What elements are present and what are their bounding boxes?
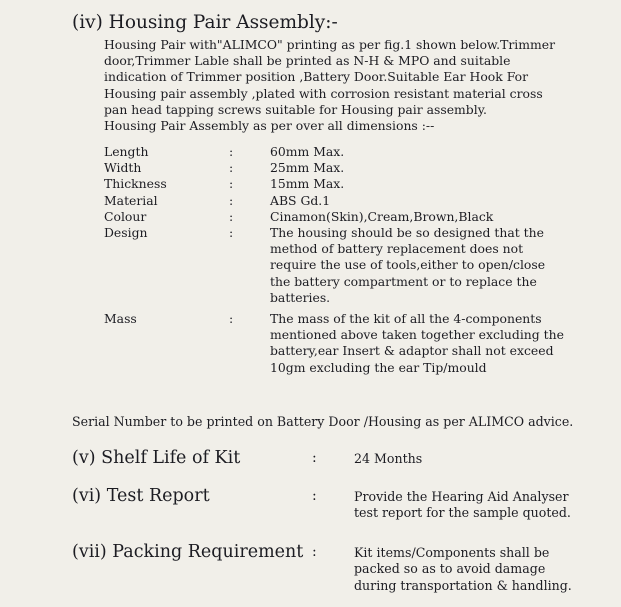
spec-value	[270, 311, 604, 376]
spec-value	[270, 225, 604, 306]
spec-value-line: the battery compartment or to replace the	[270, 273, 537, 289]
spec-colon: :	[229, 192, 234, 208]
spec-colon: :	[229, 176, 234, 192]
spec-value-line: require the use of tools,either to open/close	[270, 257, 546, 273]
spec-label: Length	[104, 144, 149, 159]
item-title: (vi) Test Report	[72, 486, 210, 506]
spec-row-colour	[104, 209, 604, 225]
description-line: door,Trimmer Lable shall be printed as N-H & MPO and suitable	[104, 53, 511, 69]
spec-table	[104, 144, 604, 376]
description-line: Housing Pair with"ALIMCO" printing as per fig.1 shown below.Trimmer	[104, 37, 556, 52]
item-value-line: test report for the sample quoted.	[354, 505, 571, 521]
spec-colon: :	[229, 311, 234, 327]
spec-row-width	[104, 160, 604, 176]
spec-label: Mass	[104, 311, 137, 327]
spec-value	[270, 144, 604, 160]
description-line: Housing Pair Assembly as per over all dimensions :--	[104, 118, 435, 134]
spec-value-line: The mass of the kit of all the 4-components	[270, 311, 542, 327]
item-value-line: Provide the Hearing Aid Analyser	[354, 489, 569, 504]
spec-label: Design	[104, 225, 148, 241]
item-value	[354, 489, 571, 522]
item-title: (vii) Packing Requirement	[72, 542, 304, 562]
item-value	[354, 545, 572, 594]
spec-value	[270, 176, 604, 192]
spec-value-line: 10gm excluding the ear Tip/mould	[270, 359, 487, 375]
spec-value-line: 25mm Max.	[270, 160, 345, 176]
item-colon: :	[312, 450, 317, 466]
spec-label: Thickness	[104, 176, 167, 192]
section-iv-description	[104, 37, 594, 134]
spec-value-line: 60mm Max.	[270, 144, 345, 159]
spec-row-length	[104, 144, 604, 160]
spec-label: Width	[104, 160, 142, 176]
item-value-line: packed so as to avoid damage	[354, 561, 546, 577]
item-colon: :	[312, 544, 317, 560]
item-title: (v) Shelf Life of Kit	[72, 448, 241, 468]
spec-colon: :	[229, 208, 234, 224]
spec-value	[270, 160, 604, 176]
spec-label: Material	[104, 192, 158, 208]
section-iv-title: (iv) Housing Pair Assembly:-	[72, 12, 338, 33]
spec-value-line: ABS Gd.1	[270, 192, 331, 208]
spec-value-line: battery,ear Insert & adaptor shall not exceed	[270, 343, 554, 359]
spec-value-line: 15mm Max.	[270, 176, 345, 192]
item-value-line: 24 Months	[354, 451, 423, 466]
spec-value-line: Cinamon(Skin),Cream,Brown,Black	[270, 208, 494, 224]
description-line: pan head tapping screws suitable for Housing pair assembly.	[104, 101, 487, 117]
description-line: Housing pair assembly ,plated with corrosion resistant material cross	[104, 85, 543, 101]
spec-row-thickness	[104, 176, 604, 192]
spec-row-mass	[104, 311, 604, 376]
spec-value-line: method of battery replacement does not	[270, 241, 524, 257]
spec-colon: :	[229, 225, 234, 241]
spec-colon: :	[229, 144, 234, 159]
spec-colon: :	[229, 160, 234, 176]
serial-number-note: Serial Number to be printed on Battery Door /Housing as per ALIMCO advice.	[72, 414, 574, 429]
item-value-line: Kit items/Components shall be	[354, 545, 550, 560]
item-value	[354, 451, 422, 467]
item-colon: :	[312, 488, 317, 504]
description-line: indication of Trimmer position ,Battery Door.Suitable Ear Hook For	[104, 69, 529, 85]
spec-value	[270, 209, 604, 225]
spec-value-line: batteries.	[270, 289, 331, 305]
spec-row-material	[104, 193, 604, 209]
spec-value	[270, 193, 604, 209]
item-value-line: during transportation & handling.	[354, 577, 572, 593]
spec-label: Colour	[104, 208, 147, 224]
spec-value-line: The housing should be so designed that the	[270, 225, 544, 241]
spec-value-line: mentioned above taken together excluding the	[270, 327, 564, 343]
spec-row-design	[104, 225, 604, 306]
